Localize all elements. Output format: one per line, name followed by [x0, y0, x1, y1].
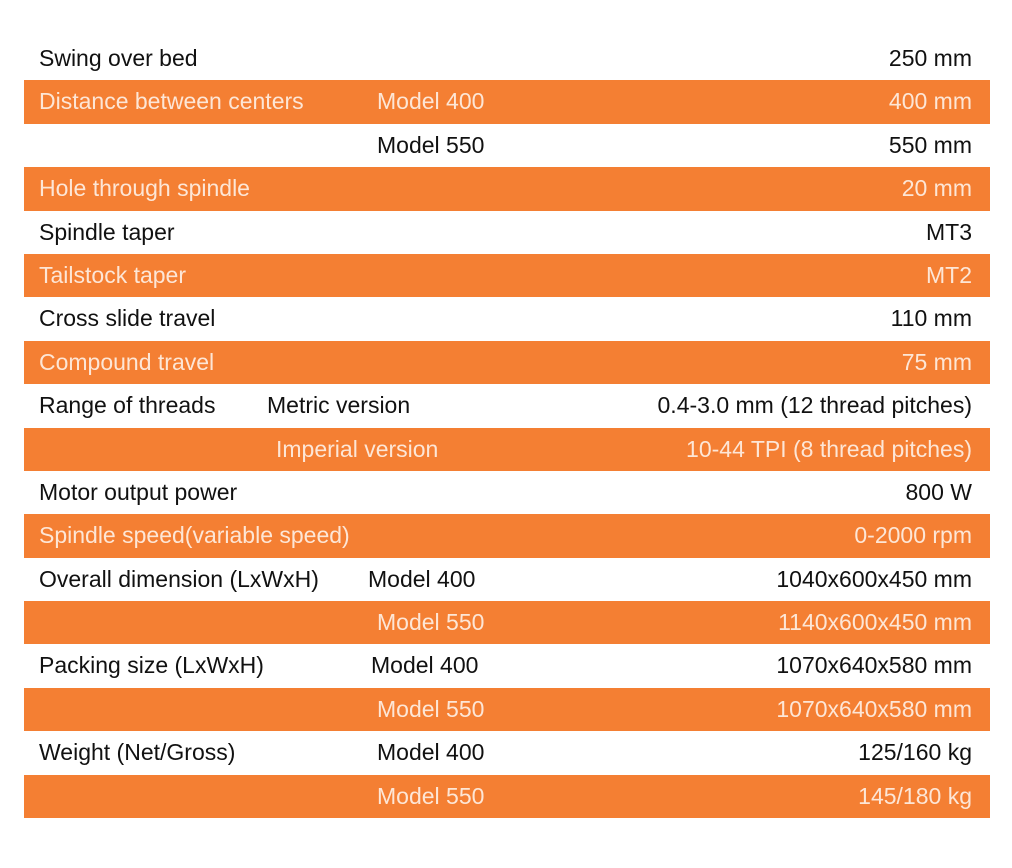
spec-value: 800 W — [905, 478, 972, 505]
spec-row-spindle-speed — [24, 514, 990, 557]
spec-row-cross-slide-travel — [24, 297, 990, 340]
spec-row-overall-dimension-550 — [24, 601, 990, 644]
spec-value: 10-44 TPI (8 thread pitches) — [686, 435, 972, 462]
spec-row-range-of-threads — [24, 384, 990, 427]
spec-row-packing-size-550 — [24, 688, 990, 731]
spec-row-motor-output-power — [24, 471, 990, 514]
spec-label: Spindle taper — [39, 218, 175, 245]
spec-label: Range of threads — [39, 392, 216, 419]
spec-sublabel: Imperial version — [276, 435, 439, 462]
spec-value: 1140x600x450 mm — [778, 609, 972, 636]
spec-label: Distance between centers — [39, 88, 304, 115]
spec-row-compound-travel — [24, 341, 990, 384]
spec-row-distance-between-centers — [24, 80, 990, 123]
spec-row-threads-imperial — [24, 428, 990, 471]
spec-sublabel: Model 550 — [377, 131, 485, 158]
spec-row-weight-550 — [24, 775, 990, 818]
spec-row-hole-through-spindle — [24, 167, 990, 210]
spec-sublabel: Model 550 — [377, 782, 485, 809]
spec-sublabel: Model 550 — [377, 695, 485, 722]
spec-label: Tailstock taper — [39, 261, 187, 288]
spec-value: 75 mm — [901, 348, 972, 375]
spec-row-packing-size — [24, 644, 990, 687]
spec-row-weight — [24, 731, 990, 774]
spec-table — [24, 37, 990, 818]
spec-value: 0.4-3.0 mm (12 thread pitches) — [657, 392, 972, 419]
spec-label: Weight (Net/Gross) — [39, 739, 236, 766]
spec-sublabel: Model 400 — [368, 565, 476, 592]
spec-label: Cross slide travel — [39, 305, 216, 332]
spec-label: Packing size (LxWxH) — [39, 652, 264, 679]
spec-label: Swing over bed — [39, 45, 198, 71]
spec-value: 1070x640x580 mm — [776, 695, 972, 722]
spec-label: Motor output power — [39, 478, 238, 505]
spec-value: 0-2000 rpm — [854, 522, 972, 549]
spec-value: 550 mm — [888, 131, 972, 158]
spec-value: 20 mm — [901, 175, 972, 202]
spec-value: 400 mm — [888, 88, 972, 115]
spec-sublabel: Model 400 — [371, 652, 479, 679]
spec-sublabel: Metric version — [267, 392, 411, 419]
spec-row-spindle-taper — [24, 211, 990, 254]
spec-value: MT2 — [926, 261, 972, 288]
spec-value: 125/160 kg — [858, 739, 972, 766]
spec-value: 1040x600x450 mm — [776, 565, 972, 592]
spec-value: 250 mm — [888, 45, 972, 71]
spec-sublabel: Model 400 — [377, 88, 485, 115]
spec-label: Compound travel — [39, 348, 215, 375]
spec-value: MT3 — [926, 218, 972, 245]
spec-row-distance-model-550 — [24, 124, 990, 167]
spec-row-swing-over-bed — [24, 37, 990, 80]
spec-value: 110 mm — [890, 305, 972, 332]
spec-label: Hole through spindle — [39, 175, 250, 202]
spec-value: 1070x640x580 mm — [776, 652, 972, 679]
spec-row-tailstock-taper — [24, 254, 990, 297]
spec-value: 145/180 kg — [858, 782, 972, 809]
spec-row-overall-dimension — [24, 558, 990, 601]
spec-label: Overall dimension (LxWxH) — [39, 565, 319, 592]
spec-label: Spindle speed(variable speed) — [39, 522, 350, 549]
spec-sublabel: Model 400 — [377, 739, 485, 766]
spec-sublabel: Model 550 — [377, 609, 485, 636]
